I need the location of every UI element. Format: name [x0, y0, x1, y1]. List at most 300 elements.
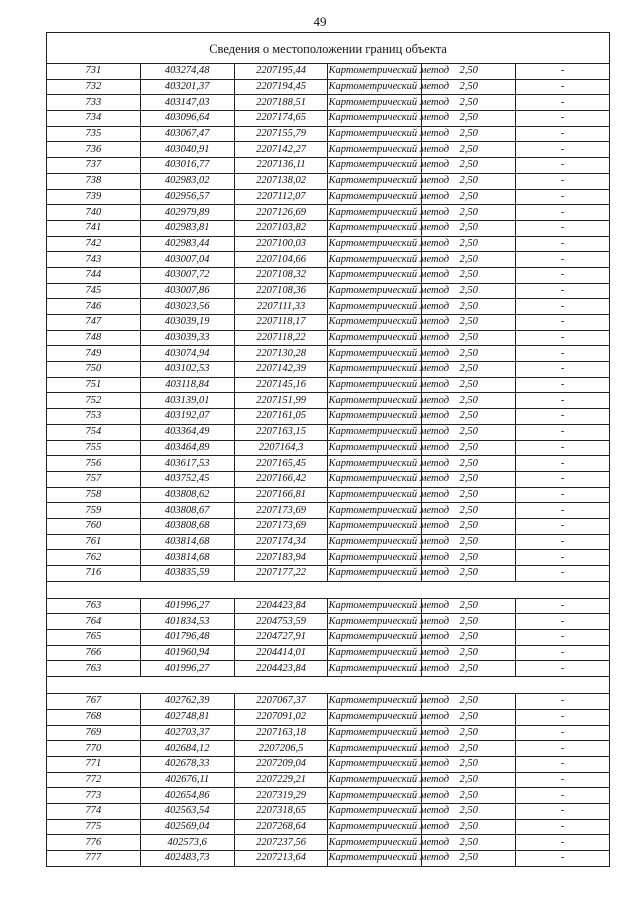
y-coordinate-cell: 2207067,37: [234, 694, 328, 710]
x-coordinate-cell: 401996,27: [140, 661, 234, 677]
point-id-cell: 763: [47, 661, 141, 677]
y-coordinate-cell: 2204414,01: [234, 645, 328, 661]
note-cell: -: [516, 252, 610, 268]
table-row: [47, 661, 610, 677]
y-coordinate-cell: 2207163,15: [234, 424, 328, 440]
precision-cell: 2,50: [422, 645, 516, 661]
method-cell: Картометрический метод: [328, 835, 422, 851]
table-row: [47, 471, 610, 487]
table-row: [47, 283, 610, 299]
y-coordinate-cell: 2207155,79: [234, 126, 328, 142]
y-coordinate-cell: 2207165,45: [234, 456, 328, 472]
point-id-cell: 769: [47, 725, 141, 741]
table-row: [47, 645, 610, 661]
point-id-cell: 740: [47, 205, 141, 221]
x-coordinate-cell: 403040,91: [140, 142, 234, 158]
point-id-cell: 752: [47, 393, 141, 409]
table-row: [47, 79, 610, 95]
precision-cell: 2,50: [422, 299, 516, 315]
section-separator-row: [47, 677, 610, 694]
point-id-cell: 771: [47, 756, 141, 772]
x-coordinate-cell: 403039,19: [140, 315, 234, 331]
x-coordinate-cell: 403147,03: [140, 95, 234, 111]
method-cell: Картометрический метод: [328, 614, 422, 630]
note-cell: -: [516, 851, 610, 867]
precision-cell: 2,50: [422, 189, 516, 205]
precision-cell: 2,50: [422, 851, 516, 867]
table-row: [47, 236, 610, 252]
note-cell: -: [516, 173, 610, 189]
precision-cell: 2,50: [422, 440, 516, 456]
y-coordinate-cell: 2207138,02: [234, 173, 328, 189]
x-coordinate-cell: 403201,37: [140, 79, 234, 95]
point-id-cell: 756: [47, 456, 141, 472]
method-cell: Картометрический метод: [328, 79, 422, 95]
precision-cell: 2,50: [422, 220, 516, 236]
x-coordinate-cell: 403192,07: [140, 409, 234, 425]
precision-cell: 2,50: [422, 409, 516, 425]
x-coordinate-cell: 402748,81: [140, 709, 234, 725]
note-cell: -: [516, 518, 610, 534]
table-row: [47, 299, 610, 315]
x-coordinate-cell: 403835,59: [140, 566, 234, 582]
x-coordinate-cell: 403814,68: [140, 550, 234, 566]
y-coordinate-cell: 2207177,22: [234, 566, 328, 582]
precision-cell: 2,50: [422, 362, 516, 378]
table-row: [47, 851, 610, 867]
precision-cell: 2,50: [422, 393, 516, 409]
note-cell: -: [516, 550, 610, 566]
y-coordinate-cell: 2207163,18: [234, 725, 328, 741]
point-id-cell: 733: [47, 95, 141, 111]
y-coordinate-cell: 2207142,27: [234, 142, 328, 158]
table-row: [47, 95, 610, 111]
method-cell: Картометрический метод: [328, 173, 422, 189]
point-id-cell: 763: [47, 598, 141, 614]
point-id-cell: 745: [47, 283, 141, 299]
y-coordinate-cell: 2207108,32: [234, 267, 328, 283]
y-coordinate-cell: 2207173,69: [234, 503, 328, 519]
note-cell: -: [516, 95, 610, 111]
x-coordinate-cell: 403016,77: [140, 158, 234, 174]
y-coordinate-cell: 2207112,07: [234, 189, 328, 205]
point-id-cell: 747: [47, 315, 141, 331]
table-row: [47, 330, 610, 346]
y-coordinate-cell: 2207195,44: [234, 64, 328, 80]
method-cell: Картометрический метод: [328, 95, 422, 111]
precision-cell: 2,50: [422, 788, 516, 804]
method-cell: Картометрический метод: [328, 236, 422, 252]
method-cell: Картометрический метод: [328, 518, 422, 534]
note-cell: -: [516, 725, 610, 741]
point-id-cell: 758: [47, 487, 141, 503]
point-id-cell: 716: [47, 566, 141, 582]
precision-cell: 2,50: [422, 79, 516, 95]
method-cell: Картометрический метод: [328, 142, 422, 158]
x-coordinate-cell: 401996,27: [140, 598, 234, 614]
method-cell: Картометрический метод: [328, 645, 422, 661]
precision-cell: 2,50: [422, 803, 516, 819]
point-id-cell: 766: [47, 645, 141, 661]
table-row: [47, 835, 610, 851]
note-cell: -: [516, 158, 610, 174]
point-id-cell: 774: [47, 803, 141, 819]
x-coordinate-cell: 402703,37: [140, 725, 234, 741]
method-cell: Картометрический метод: [328, 598, 422, 614]
note-cell: -: [516, 487, 610, 503]
y-coordinate-cell: 2207145,16: [234, 377, 328, 393]
method-cell: Картометрический метод: [328, 330, 422, 346]
table-row: [47, 205, 610, 221]
point-id-cell: 775: [47, 819, 141, 835]
method-cell: Картометрический метод: [328, 299, 422, 315]
point-id-cell: 750: [47, 362, 141, 378]
point-id-cell: 741: [47, 220, 141, 236]
note-cell: -: [516, 79, 610, 95]
note-cell: -: [516, 267, 610, 283]
precision-cell: 2,50: [422, 330, 516, 346]
y-coordinate-cell: 2207173,69: [234, 518, 328, 534]
note-cell: -: [516, 788, 610, 804]
x-coordinate-cell: 403808,62: [140, 487, 234, 503]
y-coordinate-cell: 2207319,29: [234, 788, 328, 804]
point-id-cell: 759: [47, 503, 141, 519]
x-coordinate-cell: 403274,48: [140, 64, 234, 80]
precision-cell: 2,50: [422, 95, 516, 111]
method-cell: Картометрический метод: [328, 709, 422, 725]
x-coordinate-cell: 403464,89: [140, 440, 234, 456]
method-cell: Картометрический метод: [328, 566, 422, 582]
note-cell: -: [516, 835, 610, 851]
method-cell: Картометрический метод: [328, 440, 422, 456]
note-cell: -: [516, 377, 610, 393]
point-id-cell: 749: [47, 346, 141, 362]
y-coordinate-cell: 2207194,45: [234, 79, 328, 95]
method-cell: Картометрический метод: [328, 803, 422, 819]
method-cell: Картометрический метод: [328, 252, 422, 268]
precision-cell: 2,50: [422, 566, 516, 582]
precision-cell: 2,50: [422, 709, 516, 725]
y-coordinate-cell: 2207111,33: [234, 299, 328, 315]
point-id-cell: 757: [47, 471, 141, 487]
method-cell: Картометрический метод: [328, 362, 422, 378]
precision-cell: 2,50: [422, 267, 516, 283]
precision-cell: 2,50: [422, 377, 516, 393]
x-coordinate-cell: 402654,86: [140, 788, 234, 804]
method-cell: Картометрический метод: [328, 534, 422, 550]
point-id-cell: 737: [47, 158, 141, 174]
note-cell: -: [516, 393, 610, 409]
table-row: [47, 158, 610, 174]
table-row: [47, 189, 610, 205]
method-cell: Картометрический метод: [328, 819, 422, 835]
y-coordinate-cell: 2207151,99: [234, 393, 328, 409]
precision-cell: 2,50: [422, 346, 516, 362]
note-cell: -: [516, 126, 610, 142]
method-cell: Картометрический метод: [328, 456, 422, 472]
table-row: [47, 534, 610, 550]
table-row: [47, 487, 610, 503]
y-coordinate-cell: 2207229,21: [234, 772, 328, 788]
method-cell: Картометрический метод: [328, 741, 422, 757]
x-coordinate-cell: 402569,04: [140, 819, 234, 835]
method-cell: Картометрический метод: [328, 788, 422, 804]
precision-cell: 2,50: [422, 835, 516, 851]
table-row: [47, 614, 610, 630]
y-coordinate-cell: 2207118,17: [234, 315, 328, 331]
table-row: [47, 393, 610, 409]
note-cell: -: [516, 362, 610, 378]
y-coordinate-cell: 2207237,56: [234, 835, 328, 851]
method-cell: Картометрический метод: [328, 205, 422, 221]
note-cell: -: [516, 534, 610, 550]
x-coordinate-cell: 403039,33: [140, 330, 234, 346]
precision-cell: 2,50: [422, 142, 516, 158]
method-cell: Картометрический метод: [328, 487, 422, 503]
note-cell: -: [516, 772, 610, 788]
precision-cell: 2,50: [422, 503, 516, 519]
x-coordinate-cell: 403007,72: [140, 267, 234, 283]
y-coordinate-cell: 2207174,65: [234, 111, 328, 127]
method-cell: Картометрический метод: [328, 503, 422, 519]
x-coordinate-cell: 403118,84: [140, 377, 234, 393]
point-id-cell: 735: [47, 126, 141, 142]
method-cell: Картометрический метод: [328, 126, 422, 142]
method-cell: Картометрический метод: [328, 64, 422, 80]
note-cell: -: [516, 503, 610, 519]
y-coordinate-cell: 2207161,05: [234, 409, 328, 425]
note-cell: -: [516, 315, 610, 331]
method-cell: Картометрический метод: [328, 409, 422, 425]
method-cell: Картометрический метод: [328, 189, 422, 205]
point-id-cell: 768: [47, 709, 141, 725]
x-coordinate-cell: 403808,68: [140, 518, 234, 534]
point-id-cell: 760: [47, 518, 141, 534]
point-id-cell: 746: [47, 299, 141, 315]
table-row: [47, 550, 610, 566]
note-cell: -: [516, 614, 610, 630]
table-row: [47, 173, 610, 189]
point-id-cell: 742: [47, 236, 141, 252]
x-coordinate-cell: 403007,86: [140, 283, 234, 299]
precision-cell: 2,50: [422, 630, 516, 646]
x-coordinate-cell: 403096,64: [140, 111, 234, 127]
precision-cell: 2,50: [422, 534, 516, 550]
point-id-cell: 777: [47, 851, 141, 867]
note-cell: -: [516, 236, 610, 252]
table-row: [47, 267, 610, 283]
y-coordinate-cell: 2207164,3: [234, 440, 328, 456]
table-row: [47, 220, 610, 236]
note-cell: -: [516, 111, 610, 127]
x-coordinate-cell: 403023,56: [140, 299, 234, 315]
precision-cell: 2,50: [422, 661, 516, 677]
note-cell: -: [516, 346, 610, 362]
x-coordinate-cell: 401834,53: [140, 614, 234, 630]
method-cell: Картометрический метод: [328, 772, 422, 788]
x-coordinate-cell: 402983,44: [140, 236, 234, 252]
table-row: [47, 126, 610, 142]
y-coordinate-cell: 2207118,22: [234, 330, 328, 346]
y-coordinate-cell: 2207130,28: [234, 346, 328, 362]
note-cell: -: [516, 694, 610, 710]
precision-cell: 2,50: [422, 283, 516, 299]
table-row: [47, 424, 610, 440]
y-coordinate-cell: 2207166,42: [234, 471, 328, 487]
x-coordinate-cell: 402573,6: [140, 835, 234, 851]
point-id-cell: 739: [47, 189, 141, 205]
precision-cell: 2,50: [422, 424, 516, 440]
note-cell: -: [516, 819, 610, 835]
table-row: [47, 315, 610, 331]
table-row: [47, 518, 610, 534]
note-cell: -: [516, 741, 610, 757]
method-cell: Картометрический метод: [328, 315, 422, 331]
precision-cell: 2,50: [422, 772, 516, 788]
precision-cell: 2,50: [422, 126, 516, 142]
point-id-cell: 753: [47, 409, 141, 425]
method-cell: Картометрический метод: [328, 267, 422, 283]
point-id-cell: 734: [47, 111, 141, 127]
x-coordinate-cell: 402563,54: [140, 803, 234, 819]
note-cell: -: [516, 566, 610, 582]
x-coordinate-cell: 403814,68: [140, 534, 234, 550]
y-coordinate-cell: 2207209,04: [234, 756, 328, 772]
precision-cell: 2,50: [422, 550, 516, 566]
point-id-cell: 762: [47, 550, 141, 566]
x-coordinate-cell: 402983,81: [140, 220, 234, 236]
y-coordinate-cell: 2207104,66: [234, 252, 328, 268]
precision-cell: 2,50: [422, 205, 516, 221]
table-row: [47, 503, 610, 519]
x-coordinate-cell: 402956,57: [140, 189, 234, 205]
method-cell: Картометрический метод: [328, 377, 422, 393]
point-id-cell: 764: [47, 614, 141, 630]
table-row: [47, 440, 610, 456]
x-coordinate-cell: 402483,73: [140, 851, 234, 867]
precision-cell: 2,50: [422, 173, 516, 189]
note-cell: -: [516, 330, 610, 346]
y-coordinate-cell: 2204727,91: [234, 630, 328, 646]
y-coordinate-cell: 2207318,65: [234, 803, 328, 819]
y-coordinate-cell: 2207103,82: [234, 220, 328, 236]
section-separator-cell: [47, 581, 610, 598]
note-cell: -: [516, 142, 610, 158]
precision-cell: 2,50: [422, 741, 516, 757]
point-id-cell: 755: [47, 440, 141, 456]
point-id-cell: 732: [47, 79, 141, 95]
y-coordinate-cell: 2207268,64: [234, 819, 328, 835]
method-cell: Картометрический метод: [328, 725, 422, 741]
note-cell: -: [516, 598, 610, 614]
table-row: [47, 252, 610, 268]
note-cell: -: [516, 189, 610, 205]
method-cell: Картометрический метод: [328, 630, 422, 646]
note-cell: -: [516, 299, 610, 315]
method-cell: Картометрический метод: [328, 661, 422, 677]
page-number: 49: [313, 14, 327, 29]
point-id-cell: 772: [47, 772, 141, 788]
point-id-cell: 770: [47, 741, 141, 757]
y-coordinate-cell: 2207206,5: [234, 741, 328, 757]
method-cell: Картометрический метод: [328, 111, 422, 127]
note-cell: -: [516, 471, 610, 487]
point-id-cell: 754: [47, 424, 141, 440]
y-coordinate-cell: 2204753,59: [234, 614, 328, 630]
point-id-cell: 773: [47, 788, 141, 804]
method-cell: Картометрический метод: [328, 393, 422, 409]
point-id-cell: 751: [47, 377, 141, 393]
x-coordinate-cell: 401960,94: [140, 645, 234, 661]
precision-cell: 2,50: [422, 598, 516, 614]
note-cell: -: [516, 630, 610, 646]
x-coordinate-cell: 403007,04: [140, 252, 234, 268]
note-cell: -: [516, 709, 610, 725]
table-row: [47, 409, 610, 425]
method-cell: Картометрический метод: [328, 471, 422, 487]
note-cell: -: [516, 424, 610, 440]
table-row: [47, 725, 610, 741]
y-coordinate-cell: 2207188,51: [234, 95, 328, 111]
y-coordinate-cell: 2204423,84: [234, 598, 328, 614]
x-coordinate-cell: 403139,01: [140, 393, 234, 409]
section-separator-row: [47, 581, 610, 598]
precision-cell: 2,50: [422, 694, 516, 710]
method-cell: Картометрический метод: [328, 550, 422, 566]
point-id-cell: 765: [47, 630, 141, 646]
method-cell: Картометрический метод: [328, 694, 422, 710]
point-id-cell: 767: [47, 694, 141, 710]
x-coordinate-cell: 402684,12: [140, 741, 234, 757]
point-id-cell: 738: [47, 173, 141, 189]
precision-cell: 2,50: [422, 456, 516, 472]
note-cell: -: [516, 64, 610, 80]
precision-cell: 2,50: [422, 252, 516, 268]
x-coordinate-cell: 402676,11: [140, 772, 234, 788]
table-row: [47, 803, 610, 819]
x-coordinate-cell: 401796,48: [140, 630, 234, 646]
y-coordinate-cell: 2207091,02: [234, 709, 328, 725]
table-row: [47, 346, 610, 362]
note-cell: -: [516, 440, 610, 456]
precision-cell: 2,50: [422, 315, 516, 331]
table-row: [47, 111, 610, 127]
precision-cell: 2,50: [422, 64, 516, 80]
precision-cell: 2,50: [422, 111, 516, 127]
method-cell: Картометрический метод: [328, 756, 422, 772]
y-coordinate-cell: 2207108,36: [234, 283, 328, 299]
note-cell: -: [516, 645, 610, 661]
note-cell: -: [516, 756, 610, 772]
precision-cell: 2,50: [422, 487, 516, 503]
point-id-cell: 761: [47, 534, 141, 550]
x-coordinate-cell: 403617,53: [140, 456, 234, 472]
precision-cell: 2,50: [422, 614, 516, 630]
table-row: [47, 756, 610, 772]
precision-cell: 2,50: [422, 819, 516, 835]
method-cell: Картометрический метод: [328, 158, 422, 174]
note-cell: -: [516, 409, 610, 425]
table-row: [47, 741, 610, 757]
x-coordinate-cell: 403067,47: [140, 126, 234, 142]
y-coordinate-cell: 2207136,11: [234, 158, 328, 174]
x-coordinate-cell: 403364,49: [140, 424, 234, 440]
y-coordinate-cell: 2207100,03: [234, 236, 328, 252]
table-body: [47, 33, 610, 867]
table-row: [47, 377, 610, 393]
x-coordinate-cell: 402983,02: [140, 173, 234, 189]
point-id-cell: 731: [47, 64, 141, 80]
